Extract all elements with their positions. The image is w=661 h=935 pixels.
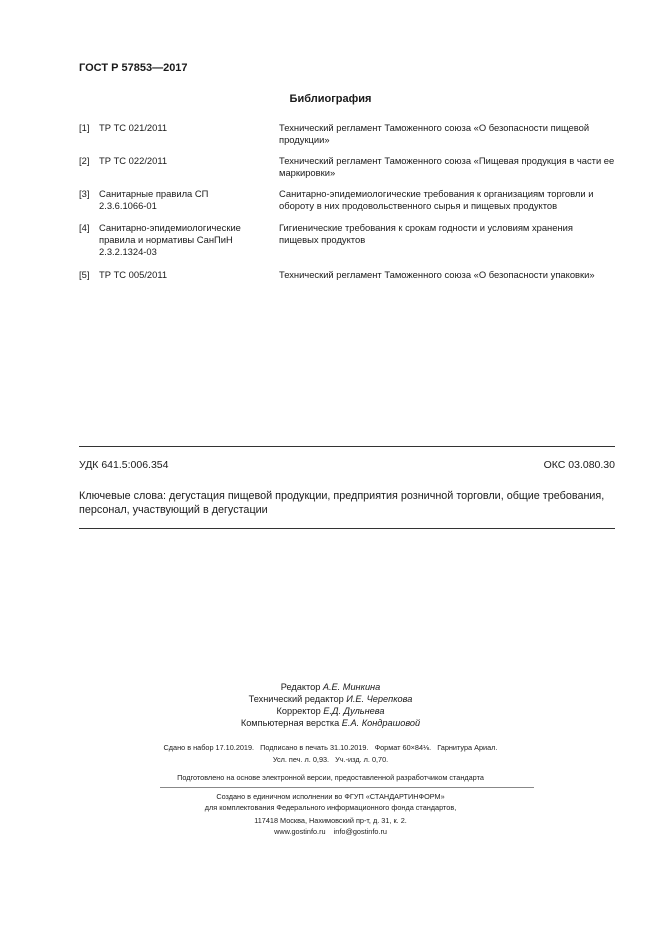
publisher-line1: Создано в единичном исполнении во ФГУП «СТАНДАРТИНФОРМ» (216, 792, 445, 801)
keywords: Ключевые слова: дегустация пищевой продукции, предприятия розничной торговли, общие требования, персонал, участвующий в дегустации (79, 490, 605, 516)
editorial-credits (0, 681, 661, 729)
udc-code: УДК 641.5:006.354 (79, 459, 169, 471)
entry-description: Технический регламент Таможенного союза «О безопасности упаковки» (279, 269, 595, 280)
entry-number: [2] (79, 155, 90, 166)
publisher-info (0, 792, 661, 813)
contact-line (0, 827, 661, 838)
entry-source: ТР ТС 005/2011 (99, 269, 168, 280)
bibliography-entry (79, 269, 615, 281)
website-link[interactable]: www.gostinfo.ru (274, 826, 326, 836)
credit-line: Компьютерная верстка Е.А. Кондрашовой (240, 718, 421, 728)
standard-number: ГОСТ Р 57853—2017 (79, 62, 188, 74)
entry-number: [4] (79, 222, 90, 233)
credit-line: Технический редактор И.Е. Черепкова (248, 694, 413, 704)
entry-description: Гигиенические требования к срокам годности и условиям хранения пищевых продуктов (279, 222, 573, 245)
bibliography-entry (79, 188, 615, 212)
entry-source: ТР ТС 021/2011 (99, 122, 168, 133)
print-info-line1: Сдано в набор 17.10.2019. Подписано в печать 31.10.2019. Формат 60×84⅛. Гарнитура Ариал. (163, 743, 498, 752)
bibliography-entry (79, 122, 615, 146)
entry-source: Санитарно-эпидемиологические правила и нормативы СанПиН 2.3.2.1324-03 (99, 222, 241, 257)
entry-source: Санитарные правила СП 2.3.6.1066-01 (99, 188, 209, 211)
divider-top (79, 446, 615, 447)
entry-description: Технический регламент Таможенного союза «Пищевая продукция в части ее маркировки» (279, 155, 615, 178)
bibliography-list (79, 122, 615, 290)
entry-number: [3] (79, 188, 90, 199)
prepared-note: Подготовлено на основе электронной версии, предоставленной разработчиком стандарта (177, 773, 484, 782)
credit-line: Корректор Е.Д. Дульнева (276, 706, 385, 716)
divider-bottom (79, 528, 615, 529)
credit-line: Редактор А.Е. Минкина (280, 682, 381, 692)
address-line: 117418 Москва, Нахимовский пр-т, д. 31, к. 2. (254, 816, 407, 825)
bibliography-entry (79, 222, 615, 258)
publisher-divider (160, 787, 534, 788)
print-info-line2: Усл. печ. л. 0,93. Уч.-изд. л. 0,70. (272, 755, 389, 764)
bibliography-title: Библиография (289, 93, 372, 105)
print-info (0, 742, 661, 766)
bibliography-entry (79, 155, 615, 179)
entry-description: Технический регламент Таможенного союза «О безопасности пищевой продукции» (279, 122, 590, 145)
email-link[interactable]: info@gostinfo.ru (333, 826, 387, 836)
entry-number: [1] (79, 122, 90, 133)
entry-source: ТР ТС 022/2011 (99, 155, 168, 166)
publisher-address (0, 816, 661, 837)
entry-number: [5] (79, 269, 90, 280)
publisher-line2: для комплектования Федерального информационного фонда стандартов, (204, 802, 457, 812)
oks-code: ОКС 03.080.30 (543, 459, 615, 471)
entry-description: Санитарно-эпидемиологические требования к организациям торговли и обороту в них продовольственного сырья и пищевых продуктов (279, 188, 594, 211)
